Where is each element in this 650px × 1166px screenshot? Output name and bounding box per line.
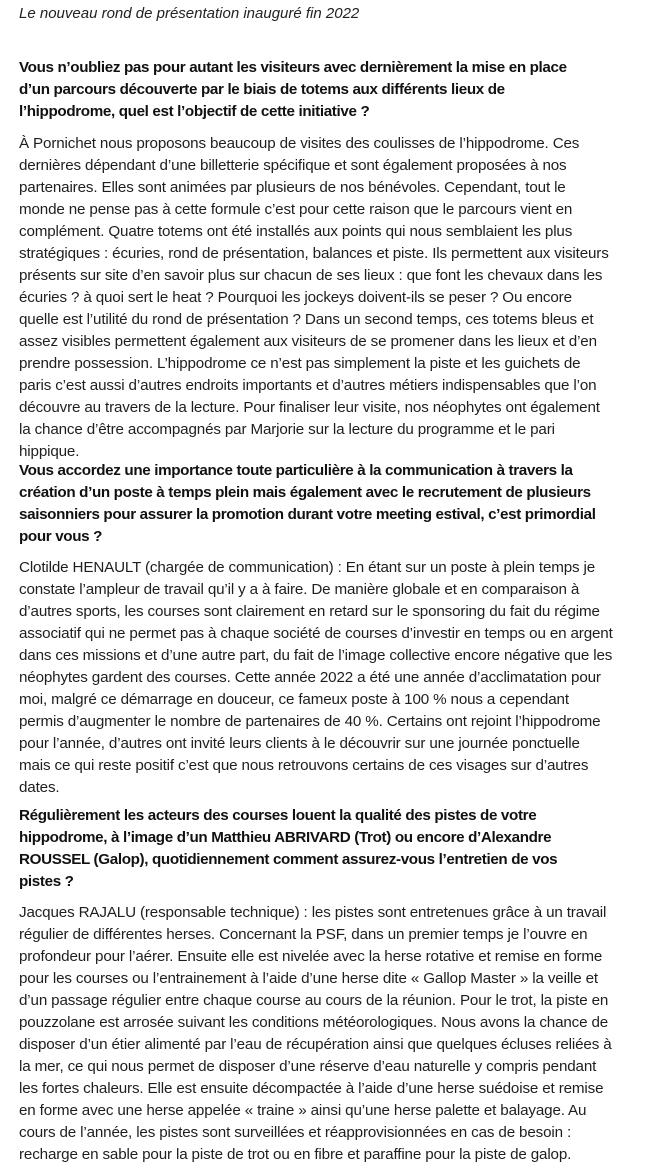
question-line: pistes ? [19, 873, 74, 890]
answer-line: recharge en sable pour la piste de trot ou en fibre et paraffine pour la piste de galop. [19, 1146, 572, 1163]
question-line: pour vous ? [19, 528, 103, 545]
answer-line: dernières dépendant d’une billetterie spécifique et sont également proposées à nos [19, 157, 567, 174]
question-line: création d’un poste à temps plein mais également avec le recrutement de plusieurs [19, 484, 591, 501]
answer-line: hippique. [19, 443, 80, 460]
answer-1 [19, 133, 609, 463]
question-3 [19, 805, 557, 893]
answer-line: présents sur site d’en savoir plus sur chacun de ses lieux : que font les chevaux dans les [19, 267, 603, 284]
answer-line: assez visibles permettent également aux visiteurs de se promener dans les lieux et d’en [19, 333, 597, 350]
answer-line: néophytes gardent des courses. Cette année 2022 a été une année d’acclimatation pour [19, 669, 601, 686]
answer-line: pouzzolane est arrosée suivant les conditions météorologiques. Nous avons la chance de [19, 1014, 609, 1031]
question-line: Vous accordez une importance toute particulière à la communication à travers la [19, 462, 573, 479]
answer-line: stratégiques : écuries, rond de présentation, balances et piste. Ils permettent aux visiteurs [19, 245, 609, 262]
answer-line: permis d’augmenter le nombre de partenaires de 40 %. Certains ont rejoint l’hippodrome [19, 713, 601, 730]
answer-line: d’un passage régulier entre chaque course au cours de la réunion. Pour le trot, la piste en [19, 992, 609, 1009]
answer-line: la mer, ce qui nous permet de disposer d’une réserve d’eau naturelle y compris pendant [19, 1058, 597, 1075]
question-line: Régulièrement les acteurs des courses louent la qualité des pistes de votre [19, 807, 537, 824]
answer-line: prendre possession. L’hippodrome ce n’est pas simplement la piste et les guichets de [19, 355, 581, 372]
answer-line: écuries ? à quoi sert le heat ? Pourquoi les jockeys doivent-ils se peser ? Ou encore [19, 289, 572, 306]
answer-line: les fortes chaleurs. Elle est ensuite décompactée à l’aide d’une herse suédoise et remise [19, 1080, 604, 1097]
photo-caption: Le nouveau rond de présentation inauguré fin 2022 [19, 5, 360, 22]
answer-line: complément. Quatre totems ont été installés aux points qui nous semblaient les plus [19, 223, 573, 240]
answer-line: associatif qui ne permet pas à chaque société de courses d’investir en temps ou en argent [19, 625, 613, 642]
answer-line: disposer d’un étier alimenté par l’eau de récupération ainsi que quelques écluses reliées à [19, 1036, 612, 1053]
answer-line: dans ces missions et d’une autre part, du fait de l’image collective encore négative que les [19, 647, 613, 664]
answer-line: d’autres sports, les courses sont clairement en retard sur le sponsoring du fait du régime [19, 603, 600, 620]
answer-line: pour l’année, d’autres ont invité leurs clients à le découvrir sur une journée ponctuelle [19, 735, 580, 752]
answer-line: pour les courses ou l’entrainement à l’aide d’une herse dite « Gallop Master » la veille et [19, 970, 598, 987]
question-line: hippodrome, à l’image d’un Matthieu ABRIVARD (Trot) ou encore d’Alexandre [19, 829, 552, 846]
answer-line: en forme avec une herse appelée « traine » ainsi qu’une herse palette et balayage. Au [19, 1102, 587, 1119]
answer-line: moi, malgré ce démarrage en douceur, ce fameux poste à 100 % nous a cependant [19, 691, 569, 708]
question-line: l’hippodrome, quel est l’objectif de cette initiative ? [19, 103, 370, 120]
answer-line: découvre au travers de la lecture. Pour finaliser leur visite, nos néophytes ont également [19, 399, 600, 416]
answer-line: partenaires. Elles sont animées par plusieurs de nos bénévoles. Cependant, tout le [19, 179, 566, 196]
question-line: d’un parcours découverte par le biais de totems aux différents lieux de [19, 81, 505, 98]
answer-line: monde ne pense pas à cette formule c’est pour cette raison que le parcours vient en [19, 201, 573, 218]
answer-line: profondeur pour l’aérer. Ensuite elle est nivelée avec la herse rotative et remise en forme [19, 948, 603, 965]
answer-line: cours de l’année, les pistes sont surveillées et réapprovisionnées en cas de besoin : [19, 1124, 572, 1141]
answer-line: constate l’ampleur de travail qu’il y a à faire. De manière globale et en comparaison à [19, 581, 580, 598]
answer-line: dates. [19, 779, 60, 796]
question-1 [19, 57, 567, 123]
question-line: saisonniers pour assurer la promotion durant votre meeting estival, c’est primordial [19, 506, 596, 523]
answer-line: la chance d’être accompagnés par Marjorie sur la lecture du programme et le pari [19, 421, 555, 438]
answer-2 [19, 557, 613, 799]
answer-line: paris c’est aussi d’autres endroits importants et d’autres métiers indispensables que l’on [19, 377, 597, 394]
question-2 [19, 460, 596, 548]
answer-line: régulier de différentes herses. Concernant la PSF, dans un premier temps je l’ouvre en [19, 926, 588, 943]
answer-line: quelle est l’utilité du rond de présentation ? Dans un second temps, ces totems bleus et [19, 311, 594, 328]
question-line: Vous n’oubliez pas pour autant les visiteurs avec dernièrement la mise en place [19, 59, 567, 76]
answer-line: Clotilde HENAULT (chargée de communication) : En étant sur un poste à plein temps je [19, 559, 596, 576]
answer-line: Jacques RAJALU (responsable technique) : les pistes sont entretenues grâce à un travail [19, 904, 607, 921]
answer-line: mais ce qui reste positif c’est que nous retrouvons certains de ces visages sur d’autres [19, 757, 589, 774]
question-line: ROUSSEL (Galop), quotidiennement comment assurez-vous l’entretien de vos [19, 851, 558, 868]
answer-line: À Pornichet nous proposons beaucoup de visites des coulisses de l’hippodrome. Ces [19, 135, 580, 152]
answer-3 [19, 902, 612, 1166]
